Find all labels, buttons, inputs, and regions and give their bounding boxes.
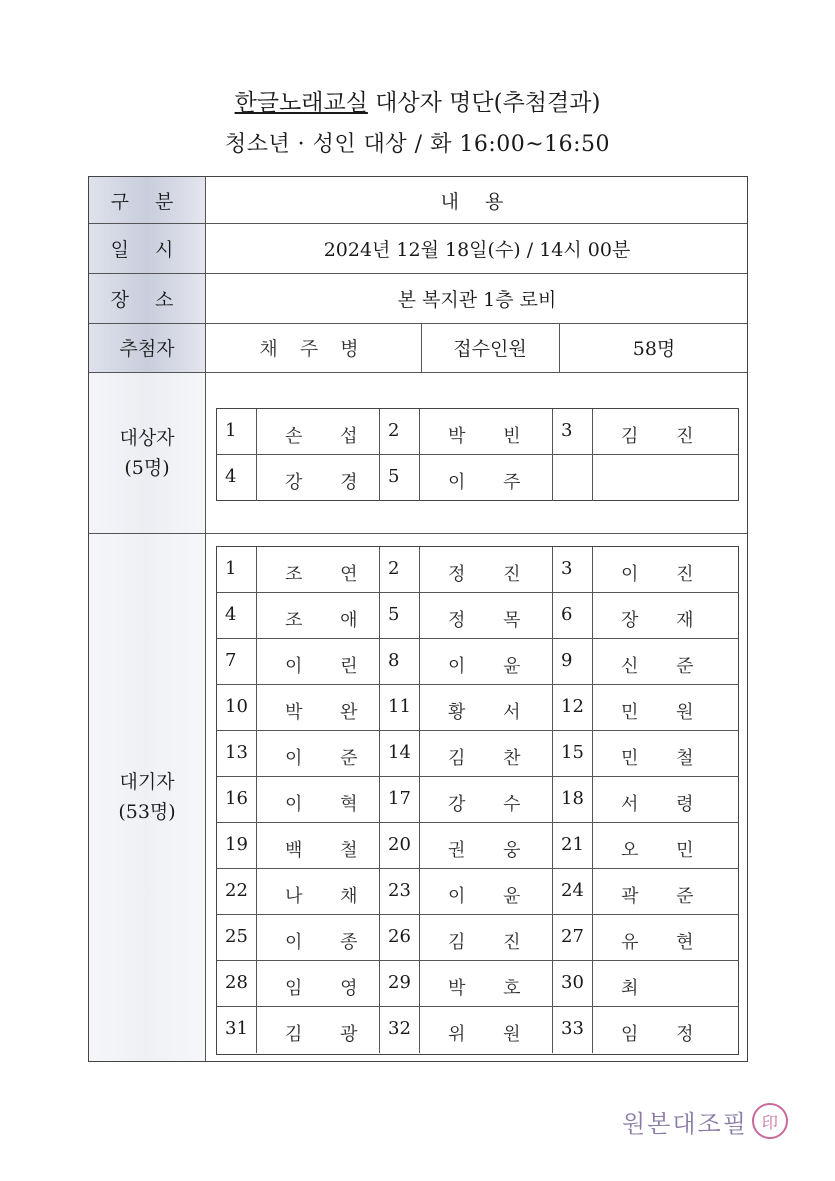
entry-number: 6 xyxy=(561,604,573,625)
entry-number: 18 xyxy=(561,788,584,809)
entry-name: 손 섭 xyxy=(285,426,374,447)
entry-number: 4 xyxy=(225,466,237,487)
entry-number: 1 xyxy=(225,420,237,441)
entry-number: 15 xyxy=(561,742,584,763)
entry-name: 박 호 xyxy=(448,978,537,999)
entry-number: 7 xyxy=(225,650,237,671)
entry-number: 27 xyxy=(561,926,584,947)
entry-name: 조 연 xyxy=(285,564,374,585)
number-cell xyxy=(553,593,593,639)
entry-name: 박 완 xyxy=(285,702,374,723)
header-content: 내 용 xyxy=(440,190,514,213)
entry-name: 황 서 xyxy=(448,702,537,723)
entry-name: 백 철 xyxy=(285,840,374,861)
entry-number: 14 xyxy=(388,742,411,763)
entry-number: 20 xyxy=(388,834,411,855)
entry-name: 김 찬 xyxy=(448,748,537,769)
stamp-text: 원본대조필 xyxy=(622,1109,748,1138)
entry-name: 민 원 xyxy=(621,702,710,723)
number-cell xyxy=(380,547,420,593)
entry-name: 최 xyxy=(621,978,655,999)
entry-name: 서 령 xyxy=(621,794,710,815)
entry-number: 1 xyxy=(225,558,237,579)
entry-number: 33 xyxy=(561,1018,584,1039)
entry-number: 5 xyxy=(388,466,400,487)
number-cell xyxy=(553,639,593,685)
entry-name: 김 광 xyxy=(285,1024,374,1045)
entry-name: 이 린 xyxy=(285,656,374,677)
number-cell xyxy=(217,639,257,685)
name-cell xyxy=(593,961,739,1007)
entry-number: 32 xyxy=(388,1018,411,1039)
selected-title: 대상자 xyxy=(119,427,175,449)
entry-name: 이 주 xyxy=(448,472,537,493)
entry-number: 21 xyxy=(561,834,584,855)
number-cell xyxy=(217,593,257,639)
waiting-grid xyxy=(216,546,739,1055)
number-cell xyxy=(217,409,257,455)
entry-name: 위 원 xyxy=(448,1024,537,1045)
entry-name: 임 정 xyxy=(621,1024,710,1045)
entry-name: 유 현 xyxy=(621,932,710,953)
document-subtitle: 청소년 · 성인 대상 / 화 16:00~16:50 xyxy=(224,132,611,157)
number-cell xyxy=(217,547,257,593)
datetime-label: 일 시 xyxy=(110,238,184,261)
document-title: 한글노래교실 대상자 명단(추첨결과) xyxy=(234,90,601,116)
entry-name: 정 진 xyxy=(448,564,537,585)
entry-name: 임 영 xyxy=(285,978,374,999)
entry-number: 28 xyxy=(225,972,248,993)
drawer-label: 추첨자 xyxy=(119,338,175,360)
number-cell xyxy=(553,547,593,593)
entry-name: 김 진 xyxy=(621,426,710,447)
entry-number: 22 xyxy=(225,880,248,901)
number-cell xyxy=(553,409,593,455)
number-cell xyxy=(553,455,593,501)
count-value: 58명 xyxy=(632,338,676,360)
entry-name: 이 종 xyxy=(285,932,374,953)
waiting-count: (53명) xyxy=(118,801,176,823)
entry-number: 17 xyxy=(388,788,411,809)
entry-number: 25 xyxy=(225,926,248,947)
entry-number: 31 xyxy=(225,1018,248,1039)
drawer-name: 채 주 병 xyxy=(259,338,367,360)
selected-grid xyxy=(216,408,739,501)
selected-count: (5명) xyxy=(124,457,170,479)
entry-name: 강 수 xyxy=(448,794,537,815)
entry-number: 9 xyxy=(561,650,573,671)
selected-label xyxy=(89,373,205,533)
entry-number: 23 xyxy=(388,880,411,901)
entry-number: 4 xyxy=(225,604,237,625)
entry-number: 2 xyxy=(388,558,400,579)
entry-number: 26 xyxy=(388,926,411,947)
entry-name: 권 웅 xyxy=(448,840,537,861)
seal-icon: 印 xyxy=(752,1103,788,1139)
entry-name: 조 애 xyxy=(285,610,374,631)
number-cell xyxy=(380,639,420,685)
entry-name: 이 윤 xyxy=(448,886,537,907)
place-label: 장 소 xyxy=(110,288,184,311)
entry-name: 곽 준 xyxy=(621,886,710,907)
entry-name: 민 철 xyxy=(621,748,710,769)
entry-number: 16 xyxy=(225,788,248,809)
datetime-value: 2024년 12월 18일(수) / 14시 00분 xyxy=(323,238,631,261)
entry-number: 30 xyxy=(561,972,584,993)
entry-number: 24 xyxy=(561,880,584,901)
entry-number: 12 xyxy=(561,696,584,717)
count-label: 접수인원 xyxy=(453,338,527,360)
header-category: 구 분 xyxy=(110,190,184,213)
entry-number: 2 xyxy=(388,420,400,441)
entry-number: 13 xyxy=(225,742,248,763)
number-cell xyxy=(380,455,420,501)
entry-name: 김 진 xyxy=(448,932,537,953)
entry-number: 10 xyxy=(225,696,248,717)
entry-number: 8 xyxy=(388,650,400,671)
entry-name: 장 재 xyxy=(621,610,710,631)
entry-name: 이 윤 xyxy=(448,656,537,677)
entry-number: 19 xyxy=(225,834,248,855)
entry-name: 나 채 xyxy=(285,886,374,907)
entry-name: 박 빈 xyxy=(448,426,537,447)
waiting-label xyxy=(89,533,205,1061)
name-cell xyxy=(593,455,739,501)
certified-copy-stamp xyxy=(622,1103,788,1139)
waiting-title: 대기자 xyxy=(119,771,175,793)
entry-name: 신 준 xyxy=(621,656,710,677)
entry-number: 3 xyxy=(561,558,573,579)
number-cell xyxy=(217,455,257,501)
entry-name: 이 혁 xyxy=(285,794,374,815)
place-value: 본 복지관 1층 로비 xyxy=(397,288,557,311)
entry-number: 11 xyxy=(388,696,411,717)
number-cell xyxy=(380,593,420,639)
number-cell xyxy=(380,409,420,455)
entry-name: 정 목 xyxy=(448,610,537,631)
entry-number: 5 xyxy=(388,604,400,625)
entry-name: 강 경 xyxy=(285,472,374,493)
entry-name: 오 민 xyxy=(621,840,710,861)
entry-number: 29 xyxy=(388,972,411,993)
entry-number: 3 xyxy=(561,420,573,441)
entry-name: 이 진 xyxy=(621,564,710,585)
entry-name: 이 준 xyxy=(285,748,374,769)
